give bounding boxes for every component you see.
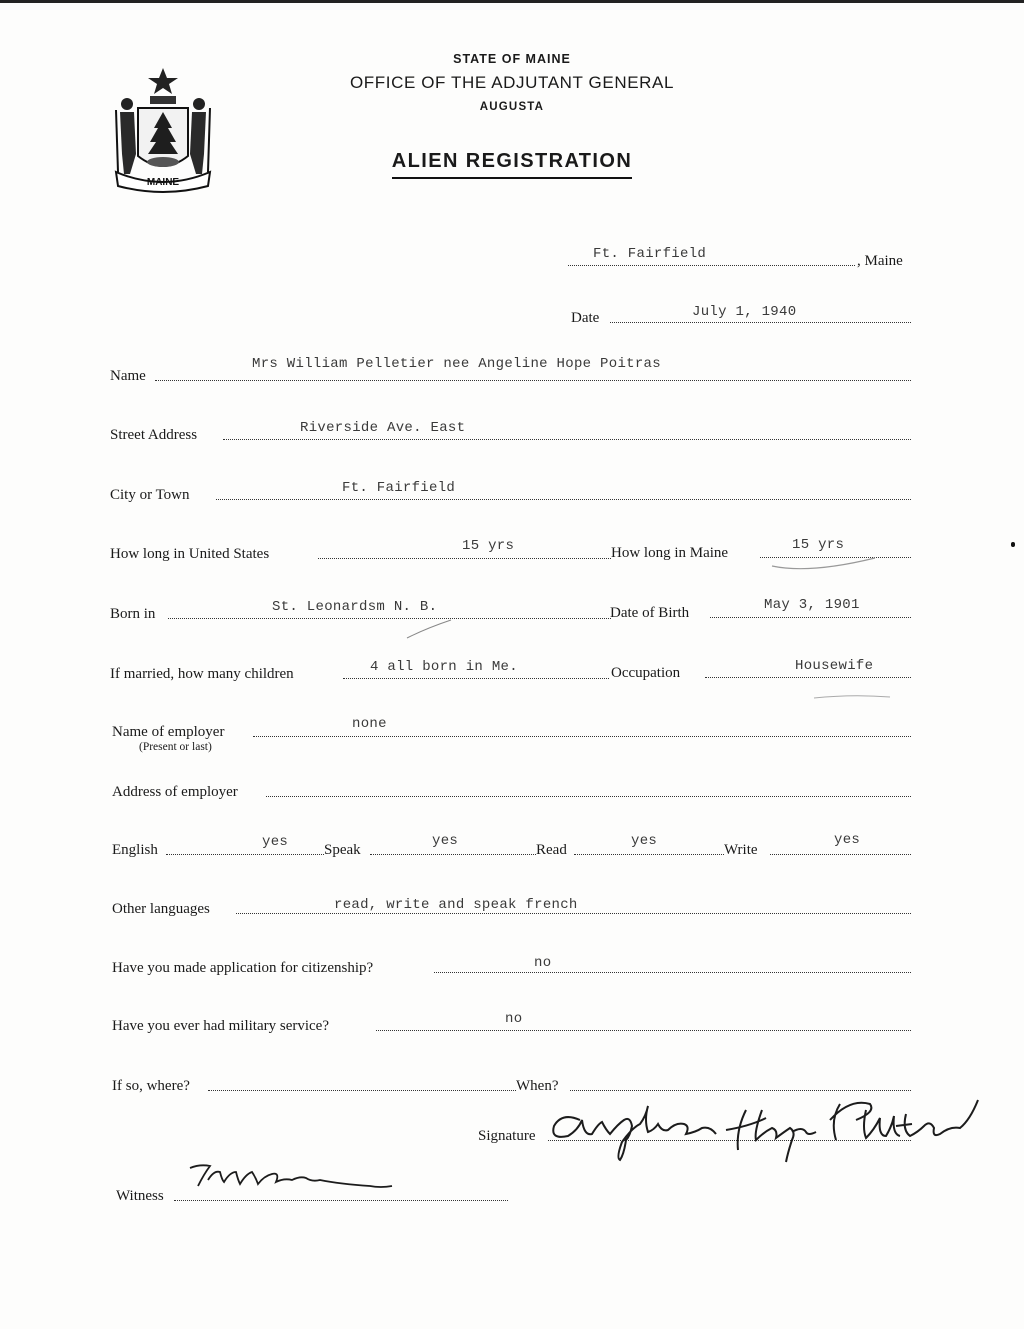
employer-note: (Present or last): [139, 741, 212, 753]
how-long-us-line: [318, 558, 611, 559]
english-value: yes: [262, 834, 289, 850]
how-long-me-value: 15 yrs: [792, 537, 845, 553]
witness-label: Witness: [116, 1188, 164, 1204]
citizenship-line: [434, 972, 911, 973]
signature-handwriting: [540, 1080, 990, 1170]
english-line: [166, 854, 324, 855]
place-value: Ft. Fairfield: [593, 246, 707, 262]
maine-label: , Maine: [857, 253, 903, 269]
street-label: Street Address: [110, 427, 198, 443]
speak-label: Speak: [324, 842, 361, 858]
military-line: [376, 1030, 911, 1031]
speak-value: yes: [432, 833, 459, 849]
ink-speck: [1011, 542, 1015, 547]
name-label: Name: [110, 368, 146, 384]
children-line: [343, 678, 609, 679]
form-title: ALIEN REGISTRATION: [0, 150, 1024, 179]
city-label: City or Town: [110, 487, 190, 503]
pencil-mark: [405, 618, 455, 640]
pencil-dash: [812, 692, 892, 702]
write-value: yes: [834, 832, 861, 848]
if-so-label: If so, where?: [112, 1078, 190, 1094]
if-so-line: [208, 1090, 516, 1091]
employer-label: Name of employer: [112, 724, 225, 740]
born-in-line: [168, 618, 611, 619]
city-value: Ft. Fairfield: [342, 480, 456, 496]
top-border: [0, 0, 1024, 3]
date-label: Date: [571, 310, 600, 326]
date-value: July 1, 1940: [692, 304, 797, 320]
occupation-line: [705, 677, 911, 678]
write-label: Write: [724, 842, 758, 858]
citizenship-value: no: [534, 955, 552, 971]
city-heading: AUGUSTA: [479, 101, 545, 113]
children-value: 4 all born in Me.: [370, 659, 518, 675]
write-line: [770, 854, 911, 855]
svg-text:MAINE: MAINE: [146, 177, 180, 188]
how-long-me-label: How long in Maine: [611, 545, 729, 561]
english-label: English: [112, 842, 158, 858]
witness-line: [174, 1200, 508, 1201]
children-label: If married, how many children: [110, 666, 294, 682]
pencil-stroke: [770, 554, 880, 574]
military-label: Have you ever had military service?: [112, 1018, 329, 1034]
other-lang-value: read, write and speak french: [334, 897, 578, 913]
read-line: [574, 854, 724, 855]
occupation-value: Housewife: [795, 658, 874, 674]
signature-label: Signature: [478, 1128, 536, 1144]
citizenship-label: Have you made application for citizenship?: [112, 960, 374, 976]
city-line: [216, 499, 911, 500]
read-value: yes: [631, 833, 658, 849]
date-line: [610, 322, 911, 323]
other-lang-line: [236, 913, 911, 914]
military-value: no: [505, 1011, 523, 1027]
read-label: Read: [536, 842, 567, 858]
employer-address-label: Address of employer: [112, 784, 238, 800]
born-in-label: Born in: [110, 606, 156, 622]
state-heading: STATE OF MAINE: [453, 52, 571, 66]
other-lang-label: Other languages: [112, 901, 210, 917]
name-line: [155, 380, 911, 381]
speak-line: [370, 854, 536, 855]
dob-line: [710, 617, 911, 618]
employer-address-line: [266, 796, 911, 797]
when-label: When?: [516, 1078, 559, 1094]
occupation-label: Occupation: [611, 665, 681, 681]
born-in-value: St. Leonardsm N. B.: [272, 599, 438, 615]
name-value: Mrs William Pelletier nee Angeline Hope Poitras: [252, 356, 661, 372]
witness-handwriting: [180, 1158, 400, 1198]
how-long-us-value: 15 yrs: [462, 538, 515, 554]
street-value: Riverside Ave. East: [300, 420, 466, 436]
place-line: [568, 265, 855, 266]
office-heading: OFFICE OF THE ADJUTANT GENERAL: [349, 73, 675, 92]
dob-label: Date of Birth: [610, 605, 690, 621]
dob-value: May 3, 1901: [764, 597, 860, 613]
how-long-us-label: How long in United States: [110, 546, 270, 562]
employer-value: none: [352, 716, 387, 732]
street-line: [223, 439, 911, 440]
employer-line: [253, 736, 911, 737]
